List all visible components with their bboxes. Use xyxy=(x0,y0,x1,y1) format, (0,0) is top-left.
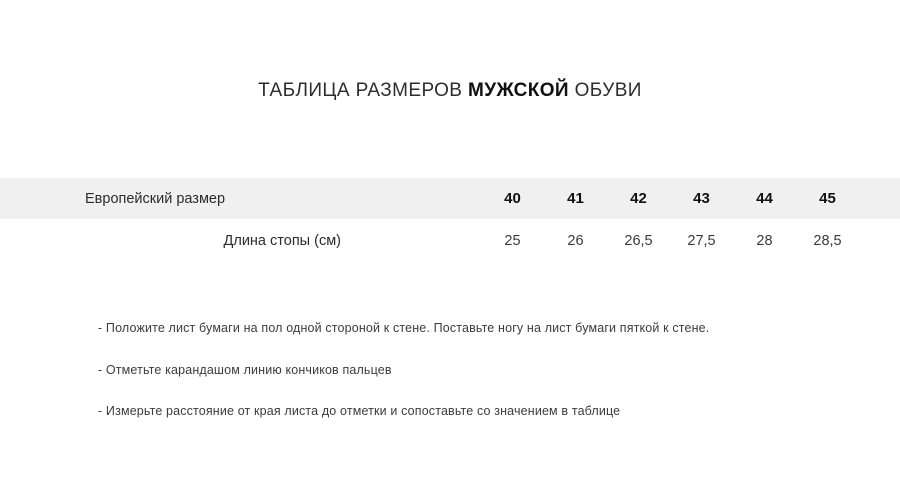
page-title xyxy=(0,80,900,102)
table-spacer-header xyxy=(859,178,900,219)
page-title-suffix: ОБУВИ xyxy=(568,80,642,101)
size-cell-0: 40 xyxy=(504,190,521,207)
length-cell-2: 26,5 xyxy=(624,233,653,249)
length-cell-3: 27,5 xyxy=(687,233,716,249)
size-table xyxy=(0,178,900,263)
table-row-foot-length xyxy=(0,219,900,263)
table-row-european-size xyxy=(0,178,900,219)
length-cell-0: 25 xyxy=(504,233,521,249)
page-title-prefix: ТАБЛИЦА РАЗМЕРОВ xyxy=(258,80,469,101)
instruction-item: - Измерьте расстояние от края листа до отметки и сопоставьте со значением в таблице xyxy=(98,404,621,418)
size-cell-2: 42 xyxy=(630,190,647,207)
instruction-item: - Отметьте карандашом линию кончиков пальцев xyxy=(98,362,392,377)
size-cell-5: 45 xyxy=(819,190,836,207)
table-spacer-values xyxy=(859,219,900,263)
size-cell-3: 43 xyxy=(693,190,710,207)
size-cell-1: 41 xyxy=(567,190,584,207)
page-title-emphasis: МУЖСКОЙ xyxy=(468,80,569,101)
length-cell-5: 28,5 xyxy=(813,233,842,249)
size-cell-4: 44 xyxy=(756,190,773,207)
instruction-item: - Положите лист бумаги на пол одной стороной к стене. Поставьте ногу на лист бумаги пяткой к стене. xyxy=(98,321,710,335)
length-cell-1: 26 xyxy=(567,233,584,249)
row-header-foot-length: Длина стопы (см) xyxy=(223,233,341,249)
row-header-european-size: Европейский размер xyxy=(85,190,226,207)
measurement-instructions xyxy=(98,320,838,421)
length-cell-4: 28 xyxy=(756,233,773,249)
